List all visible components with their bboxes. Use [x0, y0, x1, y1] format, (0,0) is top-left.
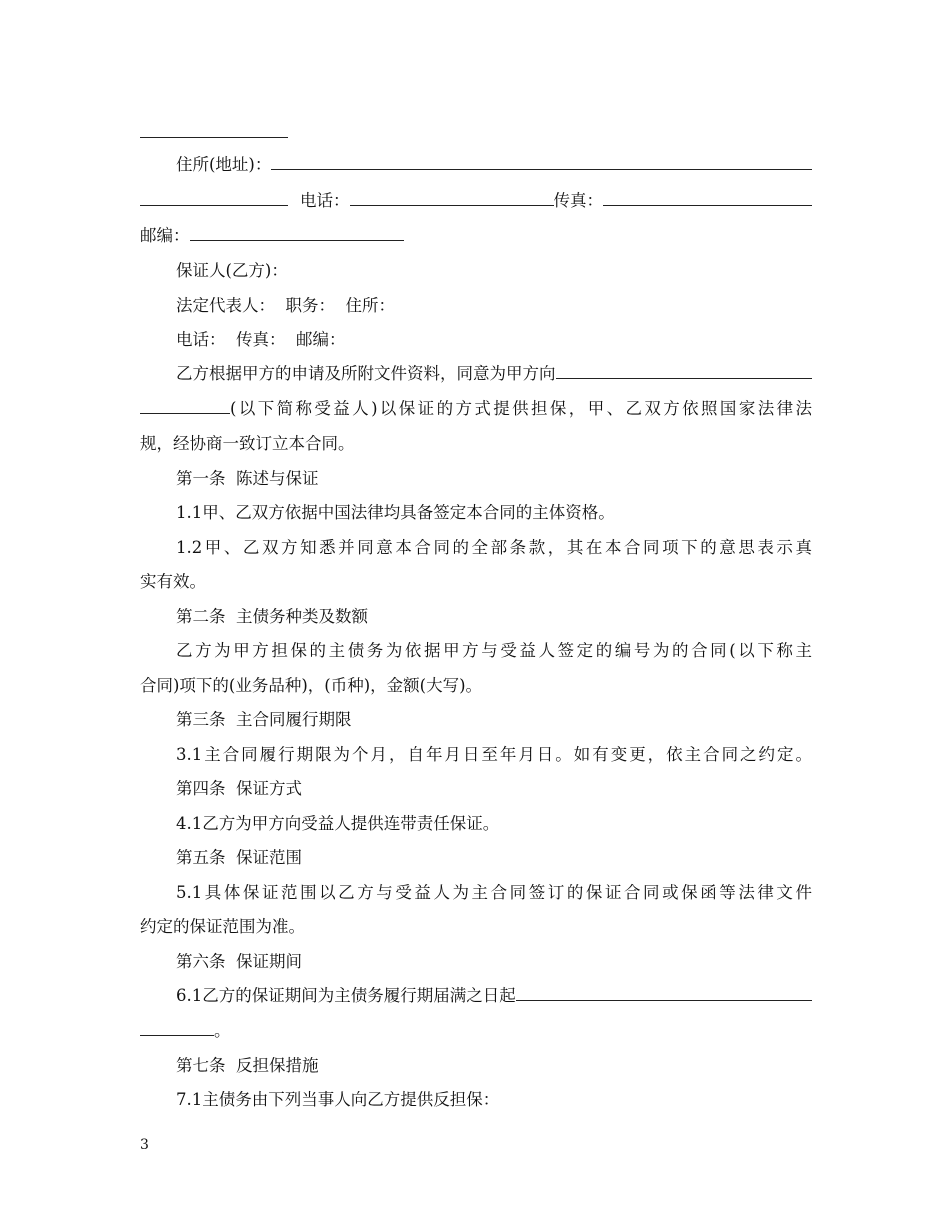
article-1-title: 第一条 陈述与保证	[176, 469, 319, 488]
guarantee-period-blank-cont	[140, 1017, 214, 1036]
article-3-title: 第三条 主合同履行期限	[176, 710, 352, 729]
article-1-2-cont: 实有效。	[140, 572, 206, 591]
continuation-line	[140, 116, 812, 150]
phone-label: 电话：	[300, 191, 350, 210]
intro-line-1	[140, 357, 812, 391]
postcode-label: 邮编：	[140, 226, 190, 245]
guarantor-info: 法定代表人： 职务： 住所：	[176, 296, 395, 315]
article-5-1: 5.1具体保证范围以乙方与受益人为主合同签订的保证合同或保函等法律文件	[176, 883, 812, 902]
article-1-2: 1.2甲、乙双方知悉并同意本合同的全部条款，其在本合同项下的意思表示真	[176, 538, 812, 557]
article-6-1-line	[140, 979, 812, 1013]
blank-line	[140, 119, 288, 138]
guarantor-contact: 电话： 传真： 邮编：	[176, 330, 346, 349]
article-6-1-cont	[140, 1014, 812, 1048]
phone-blank	[350, 187, 554, 206]
article-5-title: 第五条 保证范围	[176, 848, 302, 867]
intro-text-3: 规，经协商一致订立本合同。	[140, 434, 355, 453]
article-4-1: 4.1乙方为甲方向受益人提供连带责任保证。	[176, 814, 500, 833]
article-2-title: 第二条 主债务种类及数额	[176, 607, 368, 626]
intro-text-2: (以下简称受益人)以保证的方式提供担保，甲、乙双方依照国家法律法	[230, 399, 812, 418]
intro-line-2	[140, 392, 812, 426]
address-line	[140, 148, 812, 182]
page-number: 3	[140, 1137, 149, 1153]
postcode-line	[140, 219, 812, 253]
article-3-1: 3.1主合同履行期限为个月，自年月日至年月日。如有变更，依主合同之约定。	[176, 745, 812, 764]
blank-line	[140, 187, 288, 206]
article-6-1: 6.1乙方的保证期间为主债务履行期届满之日起	[176, 986, 516, 1005]
phone-fax-line	[140, 184, 812, 218]
guarantee-period-blank	[516, 982, 812, 1001]
article-5-1-cont: 约定的保证范围为准。	[140, 917, 305, 936]
article-2-text: 乙方为甲方担保的主债务为依据甲方与受益人签定的编号为的合同(以下称主	[176, 641, 812, 660]
article-1-1: 1.1甲、乙双方依据中国法律均具备签定本合同的主体资格。	[176, 503, 615, 522]
article-6-1-end: 。	[214, 1021, 231, 1040]
fax-label: 传真：	[553, 191, 603, 210]
article-4-title: 第四条 保证方式	[176, 779, 302, 798]
fax-blank	[603, 187, 812, 206]
intro-text-1: 乙方根据甲方的申请及所附文件资料，同意为甲方向	[176, 364, 556, 383]
beneficiary-blank-cont	[140, 395, 230, 414]
article-6-title: 第六条 保证期间	[176, 952, 302, 971]
address-label: 住所(地址)：	[176, 155, 272, 174]
article-2-text-cont: 合同)项下的(业务品种)，(币种)，金额(大写)。	[140, 676, 483, 695]
postcode-blank	[190, 222, 404, 241]
article-7-title: 第七条 反担保措施	[176, 1056, 319, 1075]
address-blank	[271, 151, 812, 170]
beneficiary-blank	[556, 360, 813, 379]
guarantor-label: 保证人(乙方)：	[176, 261, 288, 280]
article-7-1: 7.1主债务由下列当事人向乙方提供反担保：	[176, 1090, 500, 1109]
